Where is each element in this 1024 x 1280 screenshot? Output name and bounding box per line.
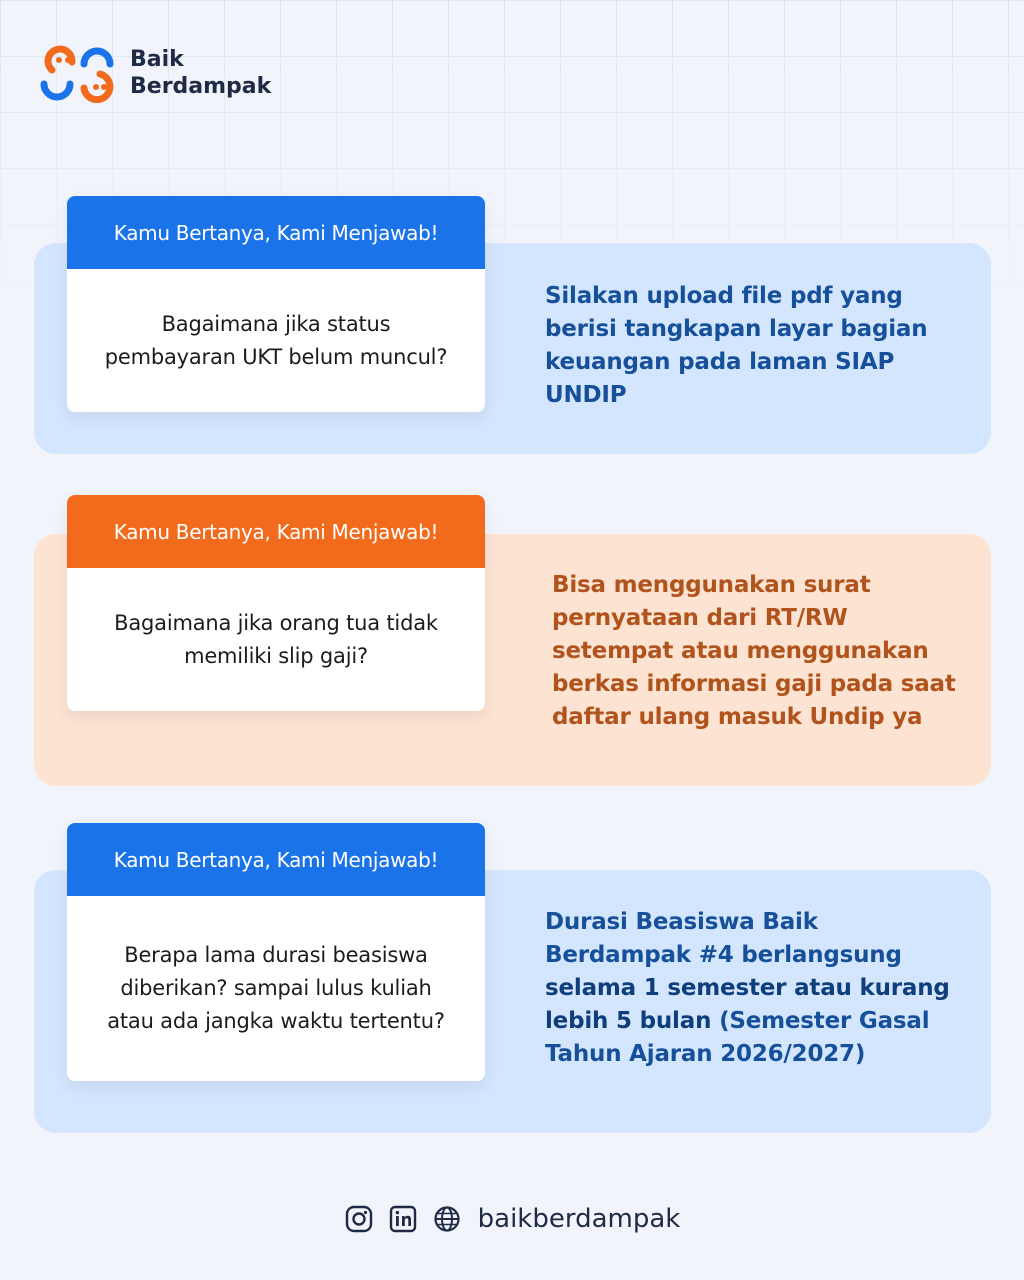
instagram-icon[interactable] — [344, 1204, 374, 1234]
social-handle[interactable]: baikberdampak — [477, 1204, 681, 1234]
question-card-1 — [67, 196, 485, 412]
answer-text-3-bold: selama 1 semester atau kurang lebih 5 bulan — [545, 975, 950, 1034]
globe-icon[interactable] — [432, 1204, 462, 1234]
brand-name-line2: Berdampak — [130, 74, 272, 99]
answer-text-3 — [545, 906, 955, 1071]
question-card-header: Kamu Bertanya, Kami Menjawab! — [67, 823, 485, 896]
question-card-2 — [67, 495, 485, 711]
brand-logo — [38, 40, 271, 106]
question-card-header: Kamu Bertanya, Kami Menjawab! — [67, 495, 485, 568]
linkedin-icon[interactable] — [388, 1204, 418, 1234]
question-text: Bagaimana jika status pembayaran UKT belum muncul? — [104, 311, 448, 369]
brand-name — [130, 46, 271, 100]
answer-text-1: Silakan upload file pdf yang berisi tangkapan layar bagian keuangan pada laman SIAP UNDIP — [545, 283, 928, 408]
brand-name-line1: Baik — [130, 47, 184, 72]
question-text: Bagaimana jika orang tua tidak memiliki slip gaji? — [114, 610, 438, 668]
question-text: Berapa lama durasi beasiswa diberikan? sampai lulus kuliah atau ada jangka waktu tertentu? — [107, 943, 445, 1033]
answer-text-3-part2: (Semester Gasal Tahun Ajaran 2026/2027) — [545, 1008, 930, 1067]
answer-text-3-part1: Durasi Beasiswa Baik Berdampak #4 berlangsung — [545, 909, 902, 968]
question-card-header: Kamu Bertanya, Kami Menjawab! — [67, 196, 485, 269]
footer-social — [0, 1204, 1024, 1234]
answer-text-2: Bisa menggunakan surat pernyataan dari RT/RW setempat atau menggunakan berkas informasi gaji pada saat daftar ulang masuk Undip ya — [552, 572, 956, 730]
question-card-3 — [67, 823, 485, 1081]
brand-mark-icon — [38, 40, 118, 106]
